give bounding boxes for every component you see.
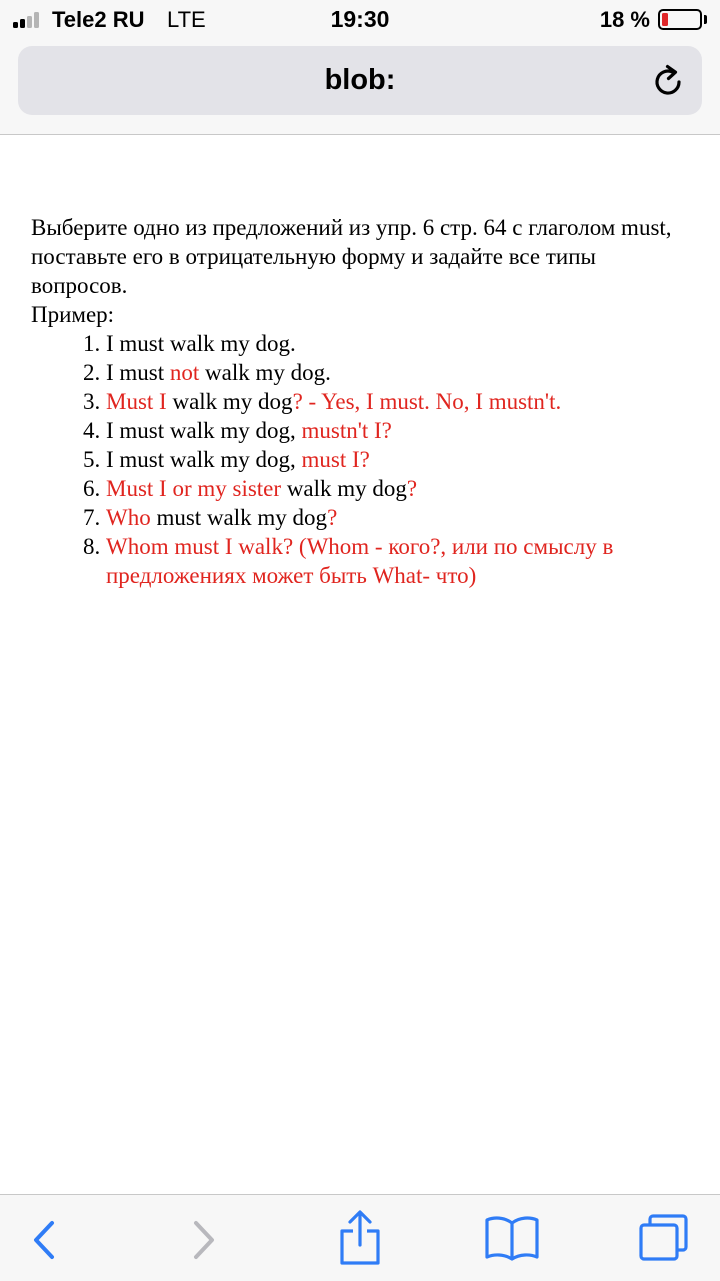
example-item: [106, 532, 691, 590]
task-instructions: Выберите одно из предложений из упр. 6 стр. 64 с глаголом must, поставьте его в отрицательную форму и задайте все типы вопросов.: [31, 215, 672, 298]
example-item: [106, 503, 691, 532]
browser-top-bar: [0, 40, 720, 135]
clock: 19:30: [330, 6, 390, 32]
battery-cap: [704, 15, 707, 24]
example-item: [106, 416, 691, 445]
example-text: I must walk my dog,: [106, 447, 302, 472]
reload-icon[interactable]: [650, 64, 686, 100]
address-bar[interactable]: [18, 46, 702, 115]
bookmarks-icon[interactable]: [484, 1215, 540, 1261]
battery-percentage: 18 %: [599, 7, 650, 32]
example-text: I must walk my dog,: [106, 418, 302, 443]
url-text[interactable]: blob:: [324, 64, 396, 96]
highlighted-text: ?: [406, 476, 418, 501]
battery-icon: [658, 9, 702, 30]
carrier-name: Tele2 RU: [52, 7, 145, 32]
example-text: walk my dog: [281, 476, 407, 501]
example-list: [31, 329, 691, 590]
highlighted-text: ?: [327, 505, 338, 530]
highlighted-text: Who: [106, 505, 151, 530]
example-item: [106, 358, 691, 387]
highlighted-text: must I?: [301, 447, 370, 472]
back-icon[interactable]: [30, 1219, 58, 1261]
example-text: must walk my dog: [150, 505, 328, 530]
example-text: walk my dog: [166, 389, 293, 414]
document-content: [31, 213, 691, 590]
example-label: Пример:: [31, 302, 115, 327]
browser-toolbar: [0, 1194, 720, 1281]
example-text: I must walk my dog.: [106, 331, 296, 356]
network-type: LTE: [167, 7, 206, 32]
highlighted-text: Must I: [106, 389, 167, 414]
example-item: [106, 387, 691, 416]
highlighted-text: Whom must I walk? (Whom - кого?, или по смыслу в предложениях может быть What- что): [106, 534, 614, 588]
battery-level: [662, 13, 668, 26]
share-icon[interactable]: [338, 1209, 382, 1267]
highlighted-text: mustn't I?: [301, 418, 392, 443]
example-item: [106, 474, 691, 503]
forward-icon: [190, 1219, 218, 1261]
example-item: [106, 329, 691, 358]
highlighted-text: Must I or my sister: [106, 476, 282, 501]
example-text: walk my dog.: [199, 360, 331, 385]
highlighted-text: not: [169, 360, 200, 385]
example-item: [106, 445, 691, 474]
example-text: I must: [106, 360, 170, 385]
highlighted-text: ? - Yes, I must. No, I mustn't.: [292, 389, 562, 414]
tabs-icon[interactable]: [638, 1213, 690, 1263]
status-bar: [0, 0, 720, 40]
